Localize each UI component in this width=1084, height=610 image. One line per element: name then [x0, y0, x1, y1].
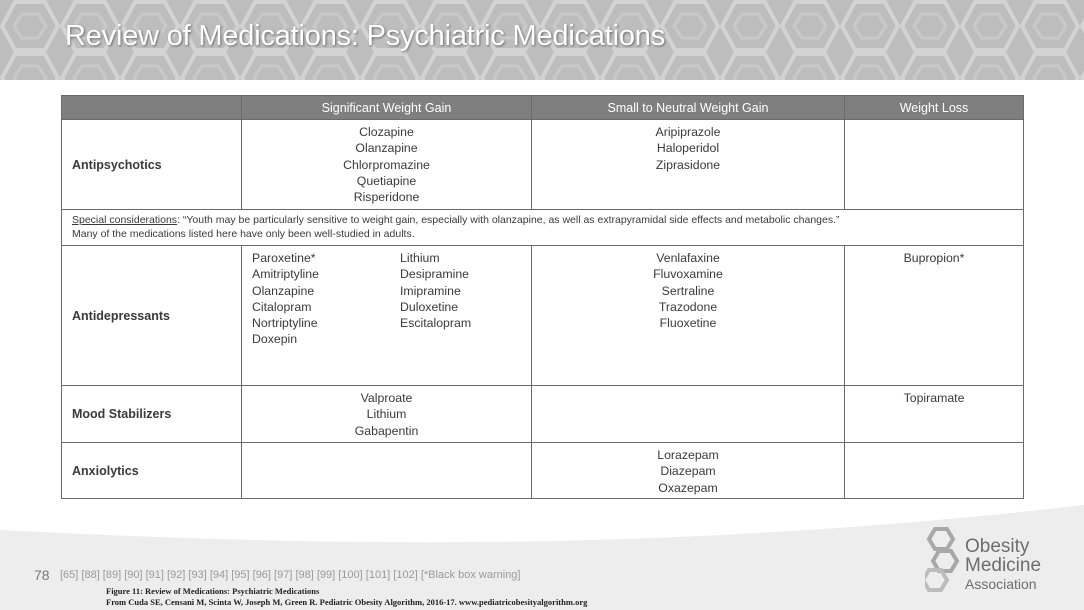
caption-line-2: From Cuda SE, Censani M, Scinta W, Joseph M, Green R. Pediatric Obesity Algorithm, 2016-17. www.pediatricobesityalgorithm.org: [106, 597, 588, 607]
drug: Gabapentin: [354, 423, 419, 438]
drug: Doxepin: [252, 332, 298, 347]
row-label: Antipsychotics: [62, 120, 242, 210]
header-neutral-gain: Small to Neutral Weight Gain: [532, 96, 845, 120]
logo-line-1: Obesity: [965, 536, 1030, 557]
logo-text: [965, 537, 1041, 593]
table-row-mood-stabilizers: [62, 386, 1024, 443]
special-text: : “Youth may be particularly sensitive to weight gain, especially with olanzapine, as well as extrapyramidal side effects and metabolic changes.”: [177, 214, 840, 226]
logo-line-3: Association: [965, 576, 1037, 592]
references: [65] [88] [89] [90] [91] [92] [93] [94] [95] [96] [97] [98] [99] [100] [101] [102] [*Black box warning]: [60, 569, 521, 581]
header-significant-gain: Significant Weight Gain: [242, 96, 532, 120]
drug: Haloperidol: [656, 141, 720, 156]
row-label: Anxiolytics: [62, 443, 242, 499]
drug: Venlafaxine: [656, 251, 720, 265]
table-row-antidepressants: [62, 246, 1024, 386]
drug: Oxazepam: [658, 480, 718, 495]
anxiolytics-significant: [242, 443, 532, 499]
slide-number: 78: [34, 567, 50, 583]
drug: Nortriptyline: [252, 316, 318, 331]
drug: Amitriptyline: [252, 267, 319, 282]
drug: Escitalopram: [400, 316, 472, 331]
drug: Lorazepam: [657, 448, 719, 462]
drug: Lithium: [366, 407, 407, 422]
figure-caption: [106, 586, 587, 608]
mood-significant: [242, 386, 532, 443]
mood-neutral: [532, 386, 845, 443]
drug: Paroxetine*: [252, 251, 316, 265]
drug: Fluoxetine: [659, 316, 717, 331]
drug: Olanzapine: [355, 141, 418, 156]
header-row: [62, 96, 1024, 120]
antipsychotics-significant: [242, 120, 532, 210]
drug: Quetiapine: [356, 173, 417, 188]
drug: Chlorpromazine: [343, 157, 430, 172]
drug: Lithium: [400, 251, 440, 265]
header-empty: [62, 96, 242, 120]
logo-line-2: Medicine: [965, 555, 1042, 576]
drug: Olanzapine: [252, 283, 315, 298]
table-row-anxiolytics: [62, 443, 1024, 499]
anxiolytics-neutral: [532, 443, 845, 499]
table-row-special-considerations: [62, 210, 1024, 246]
table-row-antipsychotics: [62, 120, 1024, 210]
row-label: Mood Stabilizers: [62, 386, 242, 443]
drug: Fluvoxamine: [653, 267, 723, 282]
antidepressants-loss: [845, 246, 1024, 386]
caption-line-1: Figure 11: Review of Medications: Psychiatric Medications: [106, 586, 320, 596]
drug: Ziprasidone: [655, 157, 721, 172]
medications-table: [61, 95, 1024, 499]
slide-header: [0, 0, 1084, 80]
antipsychotics-neutral: [532, 120, 845, 210]
drug: Aripiprazole: [655, 125, 721, 139]
special-line2: Many of the medications listed here have only been well-studied in adults.: [72, 227, 415, 240]
logo-hexagons-icon: [925, 526, 965, 596]
antidepressants-neutral: [532, 246, 845, 386]
drug: Valproate: [360, 391, 413, 405]
drug: Bupropion*: [903, 251, 965, 265]
anxiolytics-loss: [845, 443, 1024, 499]
drug: Imipramine: [400, 283, 461, 298]
antipsychotics-loss: [845, 120, 1024, 210]
drug: Sertraline: [661, 283, 715, 298]
special-label: Special considerations: [72, 214, 178, 226]
slide-title: Review of Medications: Psychiatric Medications: [65, 20, 666, 52]
drug: Duloxetine: [400, 299, 459, 314]
special-considerations: [62, 210, 1024, 246]
header-weight-loss: Weight Loss: [845, 96, 1024, 120]
drug: Citalopram: [252, 299, 312, 314]
obesity-medicine-logo: [925, 526, 1075, 596]
drug: Clozapine: [359, 125, 414, 139]
row-label: Antidepressants: [62, 246, 242, 386]
drug: Diazepam: [660, 464, 716, 479]
mood-loss: [845, 386, 1024, 443]
drug: Risperidone: [353, 190, 420, 205]
antidepressants-significant: [242, 246, 532, 386]
drug: Trazodone: [658, 299, 718, 314]
drug: Topiramate: [903, 391, 965, 405]
drug: Desipramine: [400, 267, 470, 282]
